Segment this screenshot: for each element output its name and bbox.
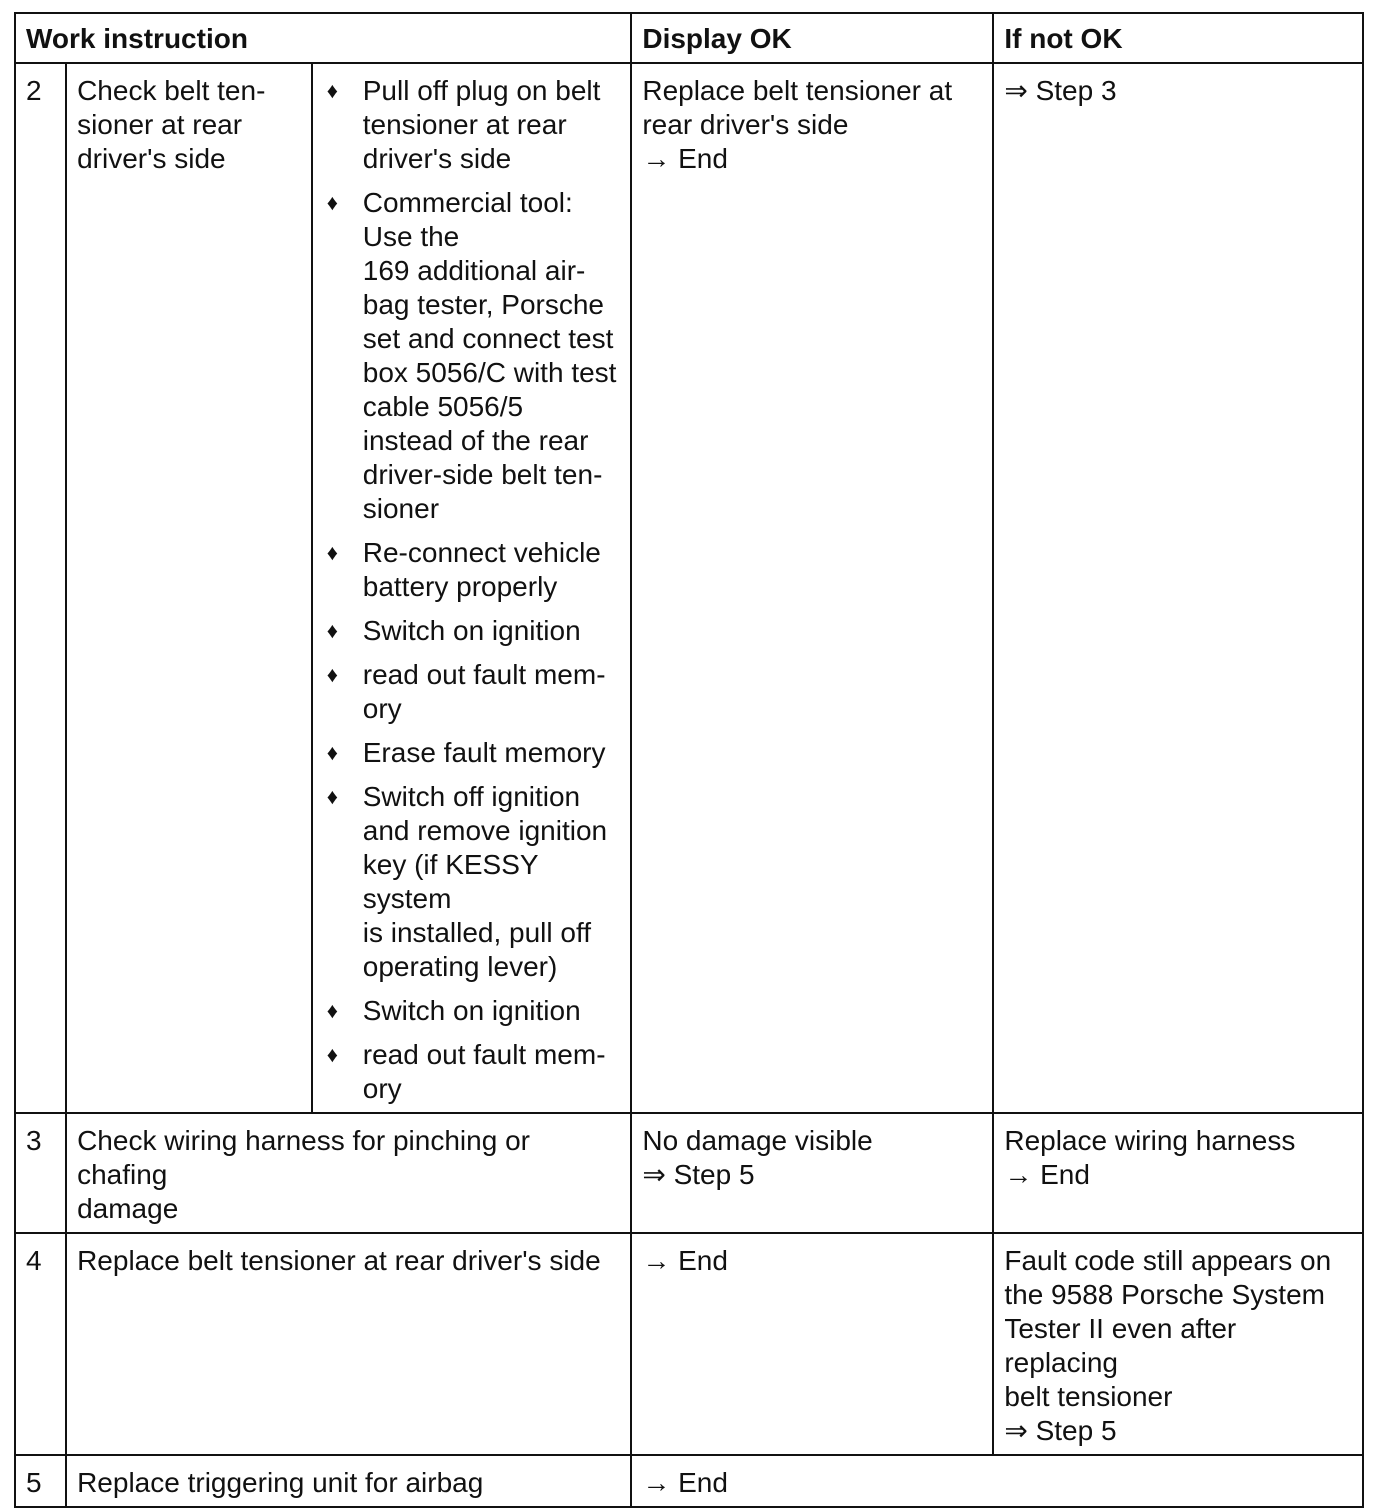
step-number: 2 bbox=[15, 63, 66, 1113]
step-description: Check belt ten- sioner at rear driver's side bbox=[66, 63, 312, 1113]
step-number: 3 bbox=[15, 1113, 66, 1233]
instruction-text: Use the bbox=[362, 221, 460, 252]
instruction-text: and remove ignition bbox=[362, 815, 608, 846]
instruction-text: driver's side bbox=[362, 143, 512, 174]
bullet-icon: ♦ bbox=[326, 540, 338, 565]
step-description: Replace belt tensioner at rear driver's side bbox=[66, 1233, 631, 1455]
instruction-item bbox=[323, 614, 621, 648]
instruction-item bbox=[323, 780, 621, 984]
instruction-text: Commercial tool: bbox=[362, 187, 573, 218]
instruction-item bbox=[323, 74, 621, 176]
step-number: 4 bbox=[15, 1233, 66, 1455]
instruction-text: 169 additional air- bbox=[362, 255, 586, 286]
bullet-icon: ♦ bbox=[326, 1042, 338, 1067]
instruction-text: Switch on ignition bbox=[362, 615, 581, 646]
bullet-icon: ♦ bbox=[326, 662, 338, 687]
instruction-text: battery properly bbox=[362, 571, 558, 602]
step-number: 5 bbox=[15, 1455, 66, 1507]
instruction-text: operating lever) bbox=[362, 951, 558, 982]
display-ok-cell: → End bbox=[631, 1455, 1363, 1507]
instruction-text: ory bbox=[362, 1073, 402, 1104]
instruction-text: bag tester, Porsche bbox=[362, 289, 605, 320]
instruction-text: ory bbox=[362, 693, 402, 724]
table-row-step-3 bbox=[15, 1113, 1363, 1233]
instruction-text: instead of the rear bbox=[362, 425, 589, 456]
instruction-text: Erase fault memory bbox=[362, 737, 606, 768]
instruction-item bbox=[323, 186, 621, 526]
display-ok-cell: → End bbox=[631, 1233, 993, 1455]
instruction-item bbox=[323, 994, 621, 1028]
instruction-text: Switch off ignition bbox=[362, 781, 581, 812]
if-not-ok-cell: ⇒ Step 3 bbox=[993, 63, 1363, 1113]
bullet-icon: ♦ bbox=[326, 190, 338, 215]
table-row-step-2 bbox=[15, 63, 1363, 1113]
instruction-text: cable 5056/5 bbox=[362, 391, 524, 422]
instruction-text: key (if KESSY system bbox=[362, 849, 539, 914]
if-not-ok-cell: Fault code still appears on the 9588 Porsche System Tester II even after replacing belt tensioner ⇒ Step 5 bbox=[993, 1233, 1363, 1455]
instruction-text: is installed, pull off bbox=[362, 917, 592, 948]
instruction-text: sioner bbox=[362, 493, 440, 524]
instruction-text: Switch on ignition bbox=[362, 995, 581, 1026]
bullet-icon: ♦ bbox=[326, 618, 338, 643]
header-row bbox=[15, 13, 1363, 63]
bullet-icon: ♦ bbox=[326, 78, 338, 103]
instruction-text: tensioner at rear bbox=[362, 109, 567, 140]
bullet-icon: ♦ bbox=[326, 998, 338, 1023]
table-row-step-4 bbox=[15, 1233, 1363, 1455]
header-work-instruction: Work instruction bbox=[15, 13, 631, 63]
instruction-text: Pull off plug on belt bbox=[362, 75, 601, 106]
table-row-step-5 bbox=[15, 1455, 1363, 1507]
header-display-ok: Display OK bbox=[631, 13, 993, 63]
step-description: Check wiring harness for pinching or chafing damage bbox=[66, 1113, 631, 1233]
instruction-item bbox=[323, 736, 621, 770]
instruction-text: Re-connect vehicle bbox=[362, 537, 601, 568]
bullet-icon: ♦ bbox=[326, 740, 338, 765]
instruction-item bbox=[323, 658, 621, 726]
instruction-text: read out fault mem- bbox=[362, 659, 606, 690]
display-ok-cell: No damage visible ⇒ Step 5 bbox=[631, 1113, 993, 1233]
instruction-text: set and connect test bbox=[362, 323, 614, 354]
work-instruction-table bbox=[14, 12, 1364, 1508]
step-instructions bbox=[312, 63, 632, 1113]
display-ok-cell: Replace belt tensioner at rear driver's side → End bbox=[631, 63, 993, 1113]
if-not-ok-cell: Replace wiring harness → End bbox=[993, 1113, 1363, 1233]
instruction-item bbox=[323, 1038, 621, 1106]
instruction-list bbox=[323, 74, 621, 1106]
instruction-text: box 5056/C with test bbox=[362, 357, 617, 388]
bullet-icon: ♦ bbox=[326, 784, 338, 809]
step-description: Replace triggering unit for airbag bbox=[66, 1455, 631, 1507]
header-if-not-ok: If not OK bbox=[993, 13, 1363, 63]
instruction-text: driver-side belt ten- bbox=[362, 459, 603, 490]
instruction-item bbox=[323, 536, 621, 604]
instruction-text: read out fault mem- bbox=[362, 1039, 606, 1070]
